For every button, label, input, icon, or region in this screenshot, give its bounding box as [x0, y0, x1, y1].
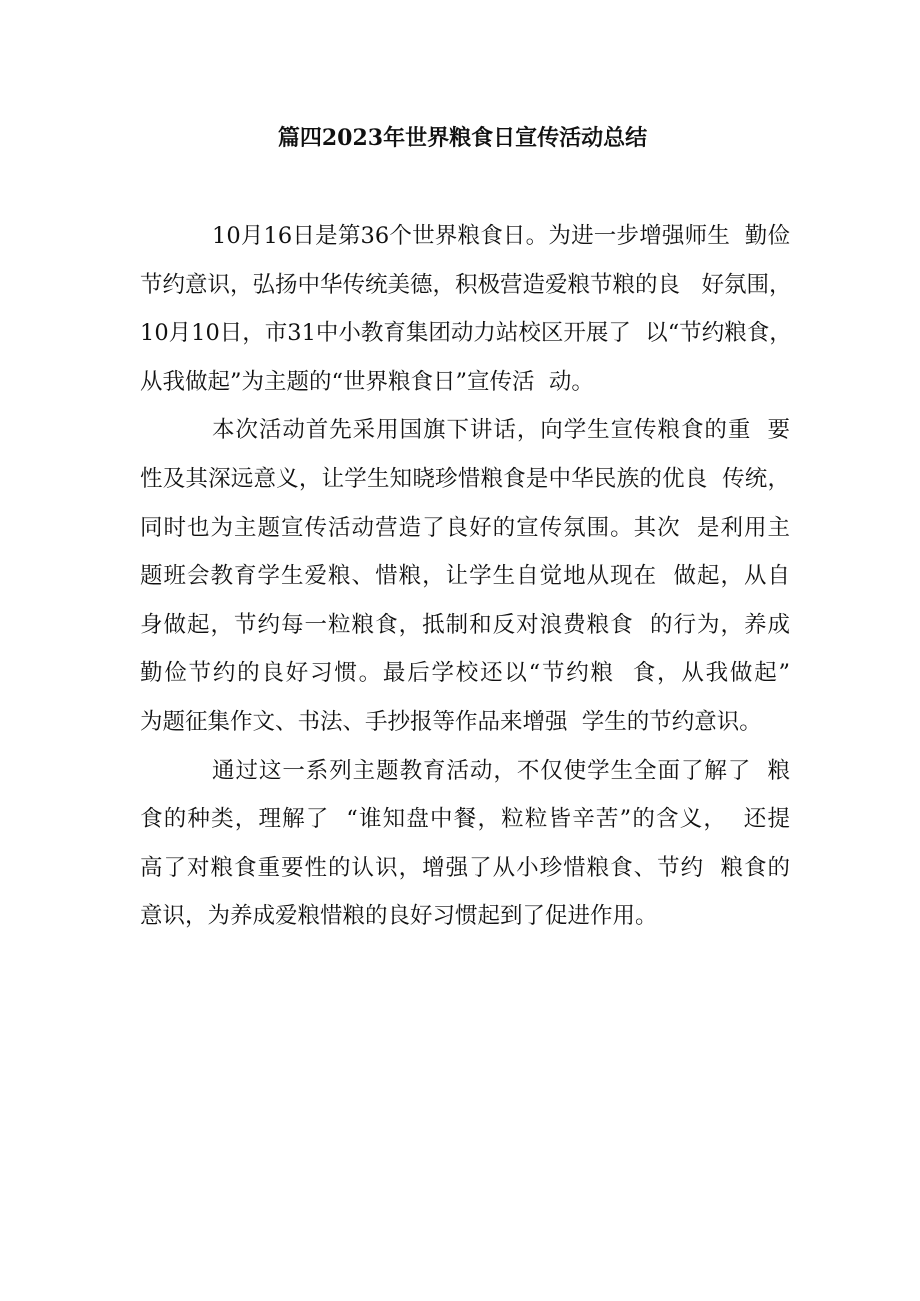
paragraph-line: 食的种类，理解了 “谁知盘中餐，粒粒皆辛苦”的含义， 还提 [140, 806, 790, 833]
paragraph-1 [140, 212, 790, 406]
paragraph-line: 同时也为主题宣传活动营造了良好的宣传氛围。其次 是利用主 [140, 514, 790, 541]
paragraph-line: 从我做起”为主题的“世界粮食日”宣传活 动。 [140, 368, 594, 395]
paragraph-line: 节约意识，弘扬中华传统美德，积极营造爱粮节粮的良 好氛围， [140, 271, 792, 298]
paragraph-line: 性及其深远意义，让学生知晓珍惜粮食是中华民族的优良 传统， [140, 465, 790, 492]
paragraph-line: 10月10日，市31中小教育集团动力站校区开展了 以“节约粮食， [140, 320, 792, 347]
paragraph-line: 本次活动首先采用国旗下讲话，向学生宣传粮食的重 要 [212, 417, 790, 444]
paragraph-line: 10月16日是第36个世界粮食日。为进一步增强师生 勤俭 [212, 223, 790, 249]
paragraph-2 [140, 406, 790, 746]
paragraph-line: 题班会教育学生爱粮、惜粮，让学生自觉地从现在 做起，从自 [140, 563, 790, 590]
paragraph-line: 身做起，节约每一粒粮食，抵制和反对浪费粮食 的行为，养成 [140, 611, 790, 638]
paragraph-line: 为题征集作文、书法、手抄报等作品来增强 学生的节约意识。 [140, 708, 762, 735]
paragraph-3 [140, 747, 790, 941]
paragraph-line: 通过这一系列主题教育活动，不仅使学生全面了解了 粮 [212, 757, 790, 784]
document-title: 篇四2023年世界粮食日宣传活动总结 [277, 125, 648, 151]
paragraph-line: 意识，为养成爱粮惜粮的良好习惯起到了促进作用。 [140, 903, 658, 930]
document-body [140, 212, 790, 941]
paragraph-line: 勤俭节约的良好习惯。最后学校还以“节约粮 食，从我做起” [140, 660, 790, 687]
paragraph-line: 高了对粮食重要性的认识，增强了从小珍惜粮食、节约 粮食的 [140, 854, 790, 881]
